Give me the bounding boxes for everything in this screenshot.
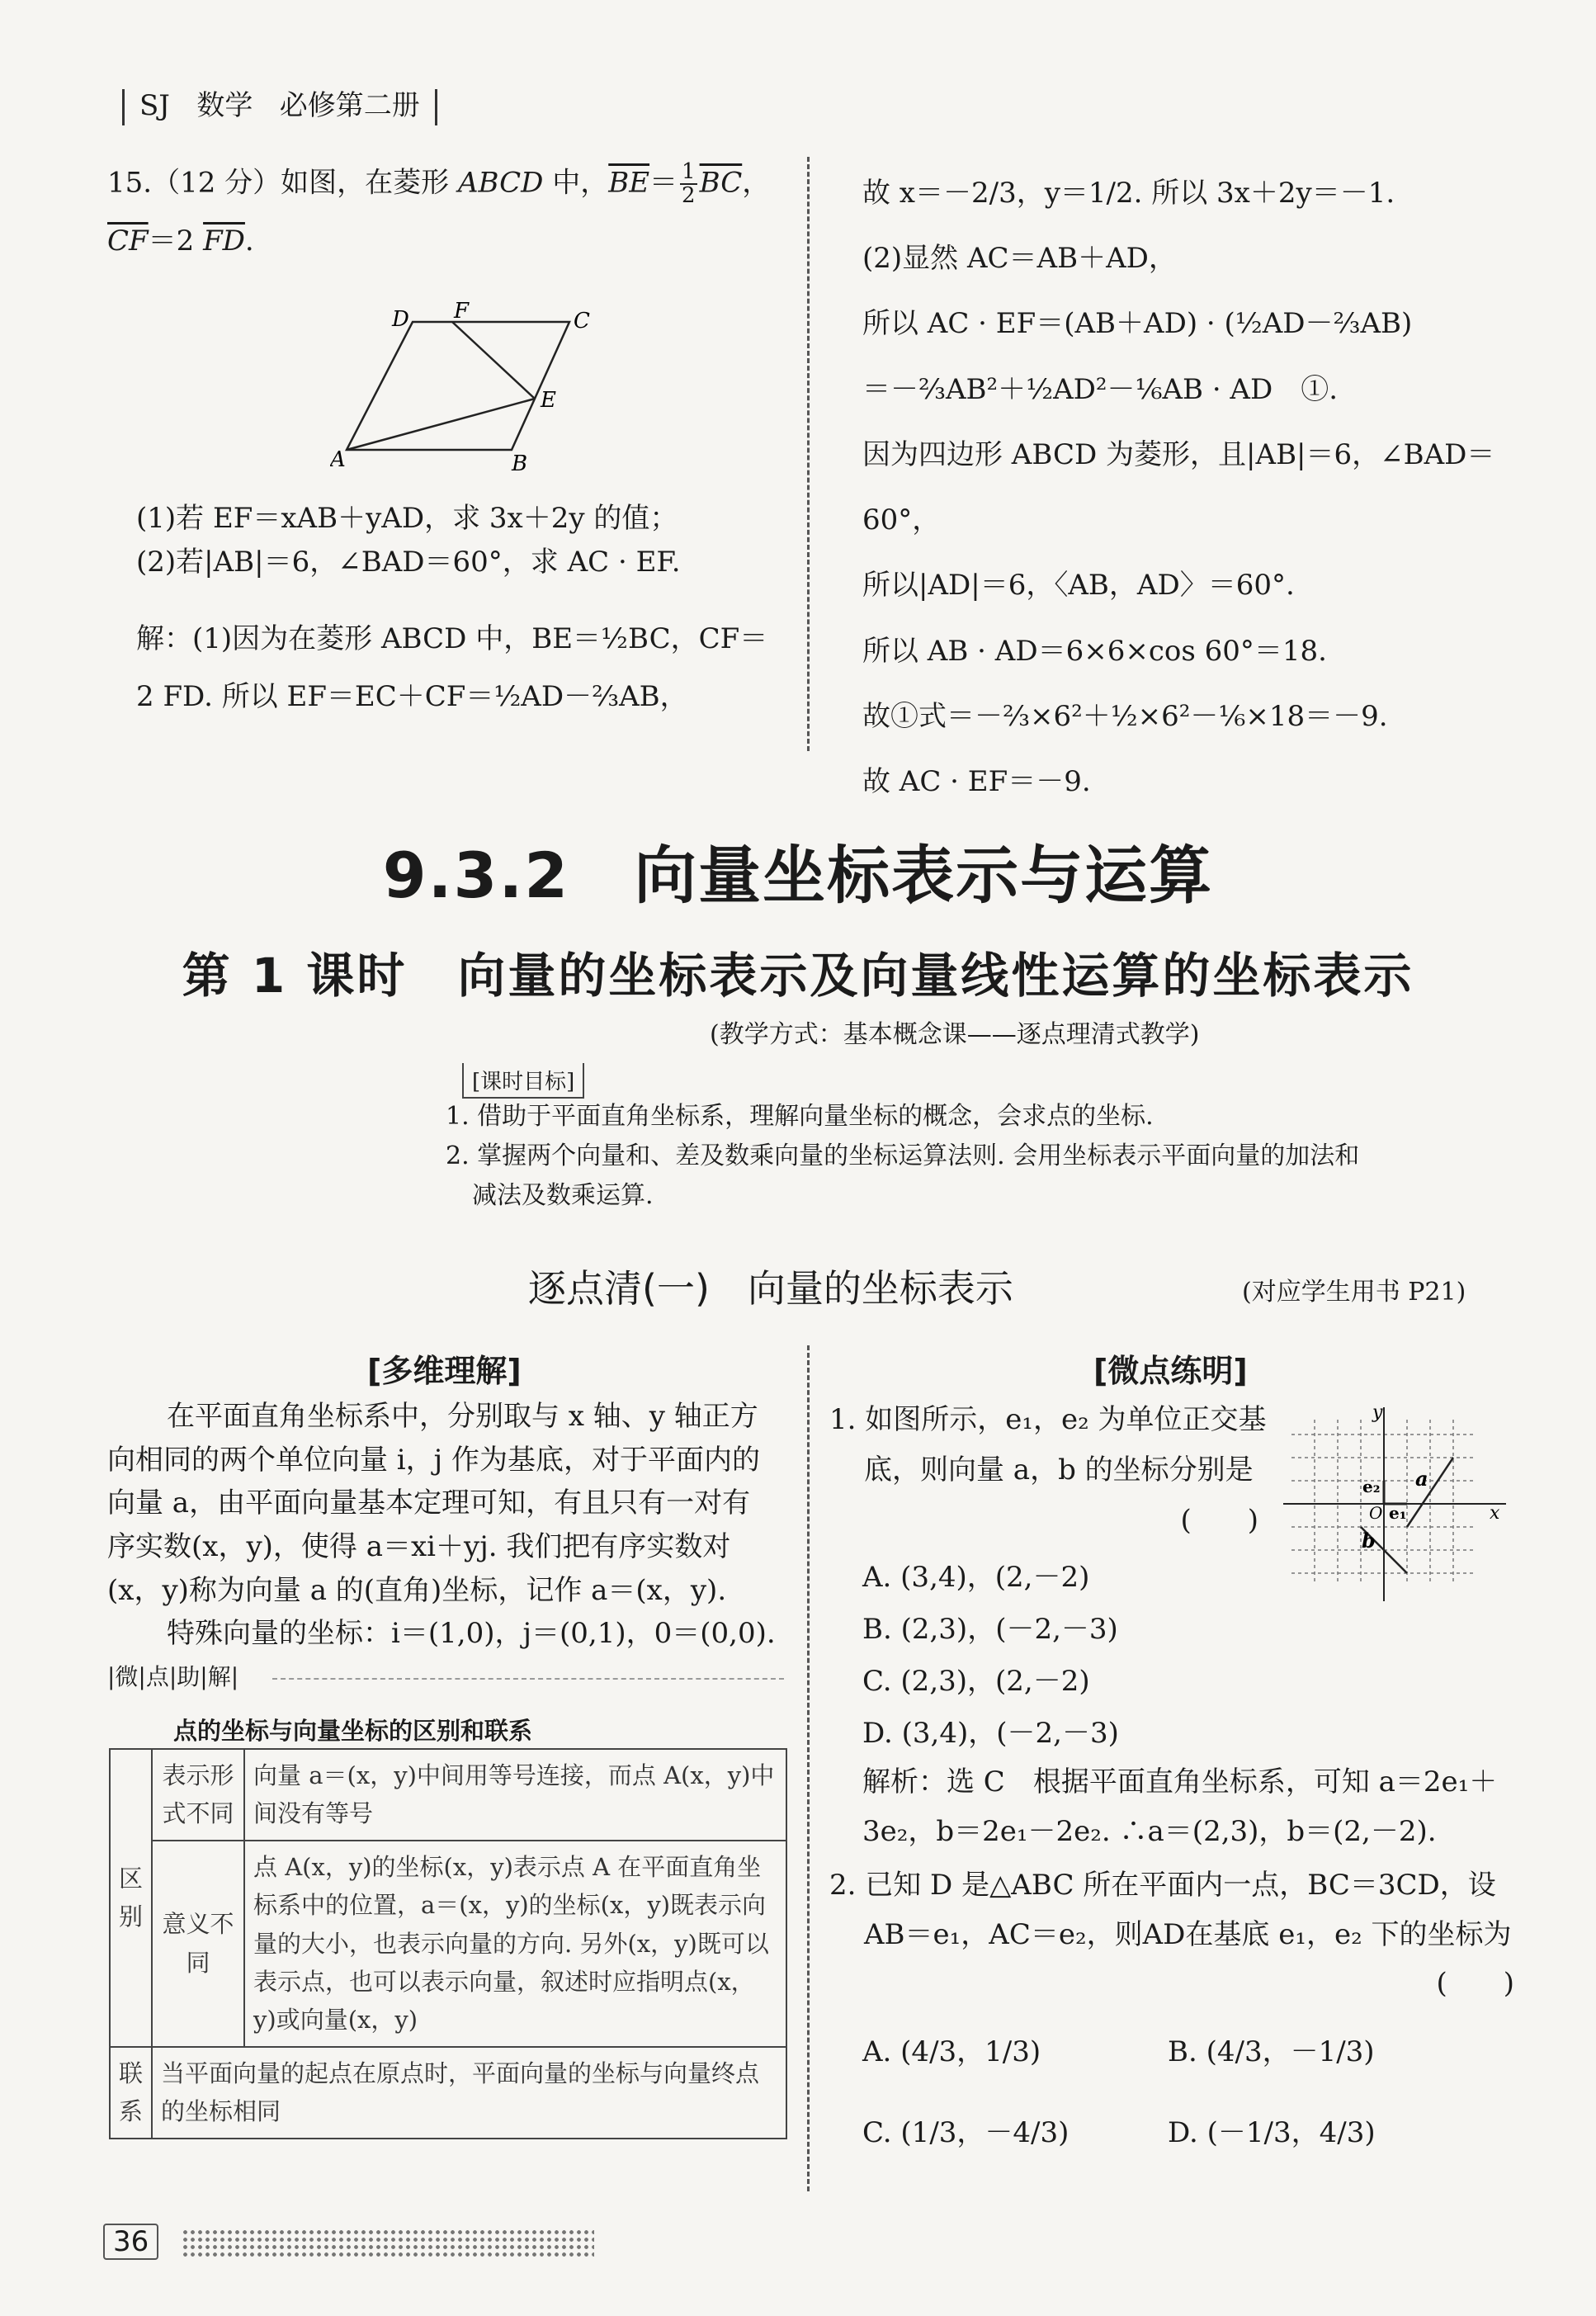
exercise-2 <box>829 1861 1514 2009</box>
label-A: A <box>330 447 346 472</box>
solution-line-2: 2 FD. 所以 EF＝EC＋CF＝½AD－⅔AB， <box>136 679 688 713</box>
page-number: 36 <box>103 2224 158 2260</box>
para-line-2: 向相同的两个单位向量 i，j 作为基底，对于平面内的 <box>107 1443 761 1477</box>
analysis-line-2: 3e₂，b＝2e₁－2e₂. ∴a＝(2,3)，b＝(2,－2). <box>862 1814 1437 1848</box>
sol-right-9: 故 AC · EF＝－9. <box>862 764 1091 798</box>
ex1-option-d[interactable]: D. (3,4)，(－2,－3) <box>862 1716 1119 1750</box>
ex2-line-1: 2. 已知 D 是△ABC 所在平面内一点，BC＝3CD，设 <box>829 1869 1496 1902</box>
origin-label: O <box>1369 1503 1383 1523</box>
header-subject: 数学 <box>196 89 253 122</box>
page-footer <box>103 2225 158 2258</box>
table-title: 点的坐标与向量坐标的区别和联系 <box>173 1717 533 1745</box>
rhombus-figure <box>330 301 611 479</box>
ex2-answer-blank: ( ) <box>1436 1967 1514 2000</box>
para-line-1: 在平面直角坐标系中，分别取与 x 轴、y 轴正方 <box>167 1400 758 1433</box>
ex2-option-b[interactable]: B. (4/3，－1/3) <box>1168 2035 1375 2068</box>
problem-15-solution <box>136 611 796 726</box>
e1-label: e₁ <box>1389 1503 1407 1523</box>
vector-a-label: a <box>1415 1467 1428 1491</box>
y-axis-label: y <box>1372 1403 1383 1423</box>
ex1-line-2: 底，则向量 a，b 的坐标分别是 <box>864 1453 1254 1487</box>
hint-label: |微|点|助|解| <box>107 1663 239 1690</box>
sol-right-6: 所以|AD|＝6，〈AB，AD〉＝60°. <box>862 569 1295 603</box>
solution-continued <box>862 161 1514 815</box>
sol-right-5: 因为四边形 ABCD 为菱形，且|AB|＝6，∠BAD＝60°， <box>862 437 1495 537</box>
goals-label: [课时目标] <box>462 1063 584 1099</box>
link-text: 当平面向量的起点在原点时，平面向量的坐标与向量终点的坐标相同 <box>152 2047 786 2139</box>
coordinate-grid-figure <box>1283 1403 1531 1614</box>
ex2-option-d[interactable]: D. (－1/3，4/3) <box>1168 2115 1376 2149</box>
header-series: SJ <box>139 89 170 122</box>
ex1-option-c[interactable]: C. (2,3)，(2,－2) <box>862 1664 1090 1698</box>
label-D: D <box>392 307 409 332</box>
goal-1: 1. 借助于平面直角坐标系，理解向量坐标的概念，会求点的坐标. <box>446 1102 1154 1131</box>
para-line-3: 向量 a，由平面向量基本定理可知，有且只有一对有 <box>107 1486 751 1520</box>
link-cell: 联系 <box>110 2047 152 2139</box>
ex2-line-2: AB＝e₁，AC＝e₂，则AD在基底 e₁，e₂ 下的坐标为 <box>864 1917 1512 1951</box>
vector-b-label: b <box>1362 1529 1376 1553</box>
left-heading: [多维理解] <box>367 1353 522 1389</box>
form-text: 向量 a＝(x，y)中间用等号连接，而点 A(x，y)中间没有等号 <box>244 1749 786 1841</box>
question-1: (1)若 EF＝xAB＋yAD，求 3x＋2y 的值； <box>136 502 678 535</box>
subsection-title: 逐点清(一) 向量的坐标表示 <box>528 1266 1013 1311</box>
label-F: F <box>454 301 470 324</box>
goal-2: 2. 掌握两个向量和、差及数乘向量的坐标运算法则. 会用坐标表示平面向量的加法和 <box>446 1141 1360 1170</box>
ex2-option-a[interactable]: A. (4/3，1/3) <box>862 2035 1041 2068</box>
problem-15-cf: $\overline{CF}=2$ $\overline{FD}$. <box>107 224 254 258</box>
exercise-1-analysis <box>862 1758 1523 1856</box>
problem-15-stem: 15.（12 分）如图，在菱形 ABCD 中，$\overline{BE}=$ $\frac{1}{2}$ $\overline{BC}$， <box>107 159 771 209</box>
ex1-option-a[interactable]: A. (3,4)，(2,－2) <box>862 1561 1090 1594</box>
hint-divider <box>272 1678 784 1680</box>
para-line-6: 特殊向量的坐标：i＝(1,0)，j＝(0,1)，0＝(0,0). <box>167 1617 776 1651</box>
e2-label: e₂ <box>1362 1477 1381 1496</box>
solution-line-1: 解：(1)因为在菱形 ABCD 中，BE＝½BC，CF＝ <box>136 622 768 655</box>
concept-paragraph <box>107 1395 792 1656</box>
question-2: (2)若|AB|＝6，∠BAD＝60°，求 AC · EF. <box>136 545 681 579</box>
ex2-option-c[interactable]: C. (1/3，－4/3) <box>862 2115 1070 2149</box>
meaning-label: 意义不同 <box>152 1841 244 2047</box>
teaching-method: (教学方式：基本概念课——逐点理清式教学) <box>710 1020 1200 1049</box>
diff-cell: 区别 <box>110 1749 152 2047</box>
label-B: B <box>512 451 528 476</box>
form-label: 表示形式不同 <box>152 1749 244 1841</box>
sol-right-4: ＝－⅔AB²＋½AD²－⅙AB · AD ①. <box>862 372 1339 406</box>
goal-2-cont: 减法及数乘运算. <box>472 1181 654 1210</box>
exercise-2-options <box>862 2030 1523 2154</box>
subsection-ref: (对应学生用书 P21) <box>1242 1278 1466 1307</box>
para-line-5: (x，y)称为向量 a 的(直角)坐标，记作 a＝(x，y). <box>107 1573 727 1607</box>
ex1-line-1: 1. 如图所示，e₁，e₂ 为单位正交基 <box>829 1403 1267 1436</box>
page-header <box>107 83 452 125</box>
exercise-1-options <box>862 1552 1275 1760</box>
sol-right-1: 故 x＝－2/3，y＝1/2. 所以 3x＋2y＝－1. <box>862 177 1395 210</box>
label-C: C <box>574 309 590 333</box>
analysis-line-1: 解析：选 C 根据平面直角坐标系，可知 a＝2e₁＋ <box>862 1765 1498 1798</box>
sol-right-8: 故①式＝－⅔×6²＋½×6²－⅙×18＝－9. <box>862 699 1388 733</box>
column-divider <box>807 157 810 751</box>
meaning-text: 点 A(x，y)的坐标(x，y)表示点 A 在平面直角坐标系中的位置，a＝(x，y)的坐标(x，y)既表示向量的大小，也表示向量的方向. 另外(x，y)既可以表示点，也可以表示向量，叙述时应指明点(x，y)或向量(x，y) <box>244 1841 786 2047</box>
exercise-1 <box>829 1395 1275 1547</box>
ex1-option-b[interactable]: B. (2,3)，(－2,－3) <box>862 1612 1118 1646</box>
right-heading: [微点练明] <box>1093 1353 1248 1389</box>
column-divider-bottom <box>807 1345 810 2191</box>
label-E: E <box>541 388 556 413</box>
lesson-title: 第 1 课时 向量的坐标表示及向量线性运算的坐标表示 <box>182 948 1414 1004</box>
sol-right-3: 所以 AC · EF＝(AB＋AD) · (½AD－⅔AB) <box>862 307 1413 341</box>
ex1-answer-blank: ( ) <box>1180 1504 1258 1538</box>
sol-right-7: 所以 AB · AD＝6×6×cos 60°＝18. <box>862 634 1327 668</box>
section-title: 9.3.2 向量坐标表示与运算 <box>382 839 1214 912</box>
sol-right-2: (2)显然 AC＝AB＋AD， <box>862 242 1177 276</box>
x-axis-label: x <box>1490 1503 1500 1524</box>
problem-15-questions <box>136 497 796 584</box>
comparison-table <box>109 1748 787 2139</box>
header-book: 必修第二册 <box>279 89 420 122</box>
problem-15 <box>107 161 792 262</box>
footer-dots-decoration <box>182 2229 594 2258</box>
para-line-4: 序实数(x，y)，使得 a＝xi＋yj. 我们把有序实数对 <box>107 1530 731 1564</box>
